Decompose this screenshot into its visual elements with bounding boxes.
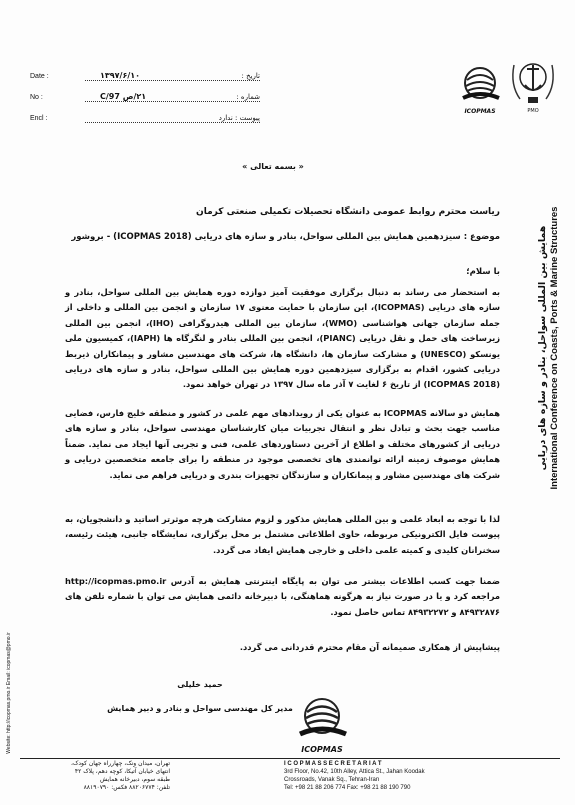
- number-row: [30, 91, 260, 105]
- enclosure-label: Encl :: [30, 115, 48, 122]
- pmo-emblem: PMO: [508, 55, 558, 120]
- secretariat-title: I C O P M A S S E C R E T A R I A T: [284, 761, 382, 767]
- date-label: Date :: [30, 73, 49, 80]
- enclosure-label-fa: پیوست : ندارد: [218, 114, 260, 122]
- date-row: [30, 70, 260, 84]
- basmala: « بسمه تعالی »: [242, 162, 304, 171]
- paragraph-3: لذا با توجه به ابعاد علمی و بین المللی همایش مذکور و لزوم مشارکت هرچه موثرتر اساتید و دانشجویان، به پیوست فایل الکترونیکی مربوطه، حاوی اطلاعاتی مشتمل بر محل برگزاری، نمایشگاه جانبی، هیئت رئیسه، سخنرانان کلیدی و کمیته علمی داخلی و خارجی همایش ایفاد می گردد.: [65, 514, 500, 555]
- paragraph-1: به استحضار می رساند به دنبال برگزاری موفقیت آمیز دوازده دوره همایش بین المللی سواحل، بنادر و سازه های دریایی (ICOPMAS)، این سازمان با حمایت معنوی ۱۷ سازمان و انجمن بین المللی و داخلی از جمله سازمان جهانی هواشناسی (WMO)، سازمان بین المللی هیدروگرافی (IHO)، انجمن بین المللی زیرساخت های حمل و نقل دریایی (PIANC)، انجمن بین المللی بنادر و لنگرگاه ها (IAPH)، کمیسیون ملی یونسکو (UNESCO) و مشارکت سازمان ها، دانشگاه ها، شرکت های مهندسین مشاور و پیمانکاران ذیربط دریایی کشور، اقدام به برگزاری سیزدهمین دوره همایش بین المللی سواحل، بنادر و سازه های دریایی (ICOPMAS 2018) از تاریخ ۶ لغایت ۷ آذر ماه سال ۱۳۹۷ در تهران خواهد نمود.: [65, 287, 500, 390]
- subject-line: موضوع : سیزدهمین همایش بین المللی سواحل، بنادر و سازه های دریایی (ICOPMAS 2018) - بروشور: [71, 232, 500, 242]
- paragraph-2: همایش دو سالانه ICOPMAS به عنوان یکی از رویدادهای مهم علمی در کشور و منطقه خلیج فارس، فضایی مناسب جهت بحث و تبادل نظر و انتقال تجربیات میان کارشناسان مهندسی سواحل، بنادر و سازه های دریایی از کشورهای مختلف و اطلاع از آخرین دستاوردهای علمی، فنی و تجربی آنها ایجاد می نماید. ضمناً همایش موصوف زمینه ارائه توانمندی های تخصصی موجود در منطقه را برای جامعه متخصصین دریایی و شرکت های مهندسین مشاور و پیمانکاران و سازندگان تجهیزات بندری و دریایی فراهم می نماید.: [65, 408, 500, 480]
- contact-vertical: Website: http://icopmas.pmo.ir Email: icopmas@pmo.ir: [6, 632, 12, 754]
- anchor-emblem-icon: [508, 55, 558, 110]
- footer-address-fa: تهران، میدان ونک، چهارراه جهان کودک، انتهای خیابان آتیکا، کوچه دهم، پلاک ۴۲ طبقه سوم، دبیرخانه همایش تلفن: ۸۸۲۰۶۷۷۴ فکس: ۸۸۱۹۰۷۹۰: [71, 760, 170, 791]
- number-label-fa: شماره :: [236, 93, 260, 101]
- icopmas-globe-icon: [455, 58, 505, 108]
- icopmas-logo: ICOPMAS: [455, 58, 505, 118]
- signatory-name: حمید خلیلی: [177, 680, 223, 689]
- signatory-title: مدیر کل مهندسی سواحل و بنادر و دبیر همایش: [107, 704, 293, 713]
- icopmas-footer-logo: [292, 690, 352, 760]
- greeting: با سلام؛: [466, 267, 500, 277]
- date-value: ۱۳۹۷/۶/۱۰: [100, 71, 141, 80]
- footer-divider: [20, 758, 560, 759]
- icopmas-wordmark: ICOPMAS: [301, 745, 343, 754]
- sidebar-title-fa: همایش بین المللی سواحل، بنادر و سازه های دریایی: [537, 225, 548, 471]
- paragraph-4: ضمنا جهت کسب اطلاعات بیشتر می توان به پایگاه اینترنتی همایش به آدرس http://icopmas.pmo.ir مراجعه کرد و یا در صورت نیاز به هرگونه هماهنگی، با دبیرخانه دائمی همایش می توان با شماره تلفن های ۸۴۹۳۲۸۷۶ و ۸۴۹۳۲۲۷۲ تماس حاصل نمود.: [65, 576, 500, 617]
- icopmas-globe-footer-icon: [292, 690, 352, 745]
- number-value: ۲۱/ص C/97: [100, 92, 147, 101]
- footer-address-en: I C O P M A S S E C R E T A R I A T 3rd Floor, No.42, 10th Alley, Attica St., Jahan Koodak Crossroads, Vanak Sq., Tehran-Iran Tel: +98 21 88 206 774 Fax: +98 21 88 190 790: [284, 760, 484, 792]
- date-label-fa: تاريخ :: [241, 72, 260, 80]
- closing-line: پیشاپیش از همکاری صمیمانه آن مقام محترم قدردانی می گردد.: [239, 642, 500, 652]
- addressee: ریاست محترم روابط عمومی دانشگاه تحصیلات تکمیلی صنعتی کرمان: [196, 207, 500, 217]
- sidebar-title-en: International Conference on Coasts, Ports & Marine Structures: [549, 206, 560, 490]
- enclosure-row: [30, 112, 260, 126]
- number-label: No :: [30, 94, 43, 101]
- conference-sidebar: [515, 150, 560, 550]
